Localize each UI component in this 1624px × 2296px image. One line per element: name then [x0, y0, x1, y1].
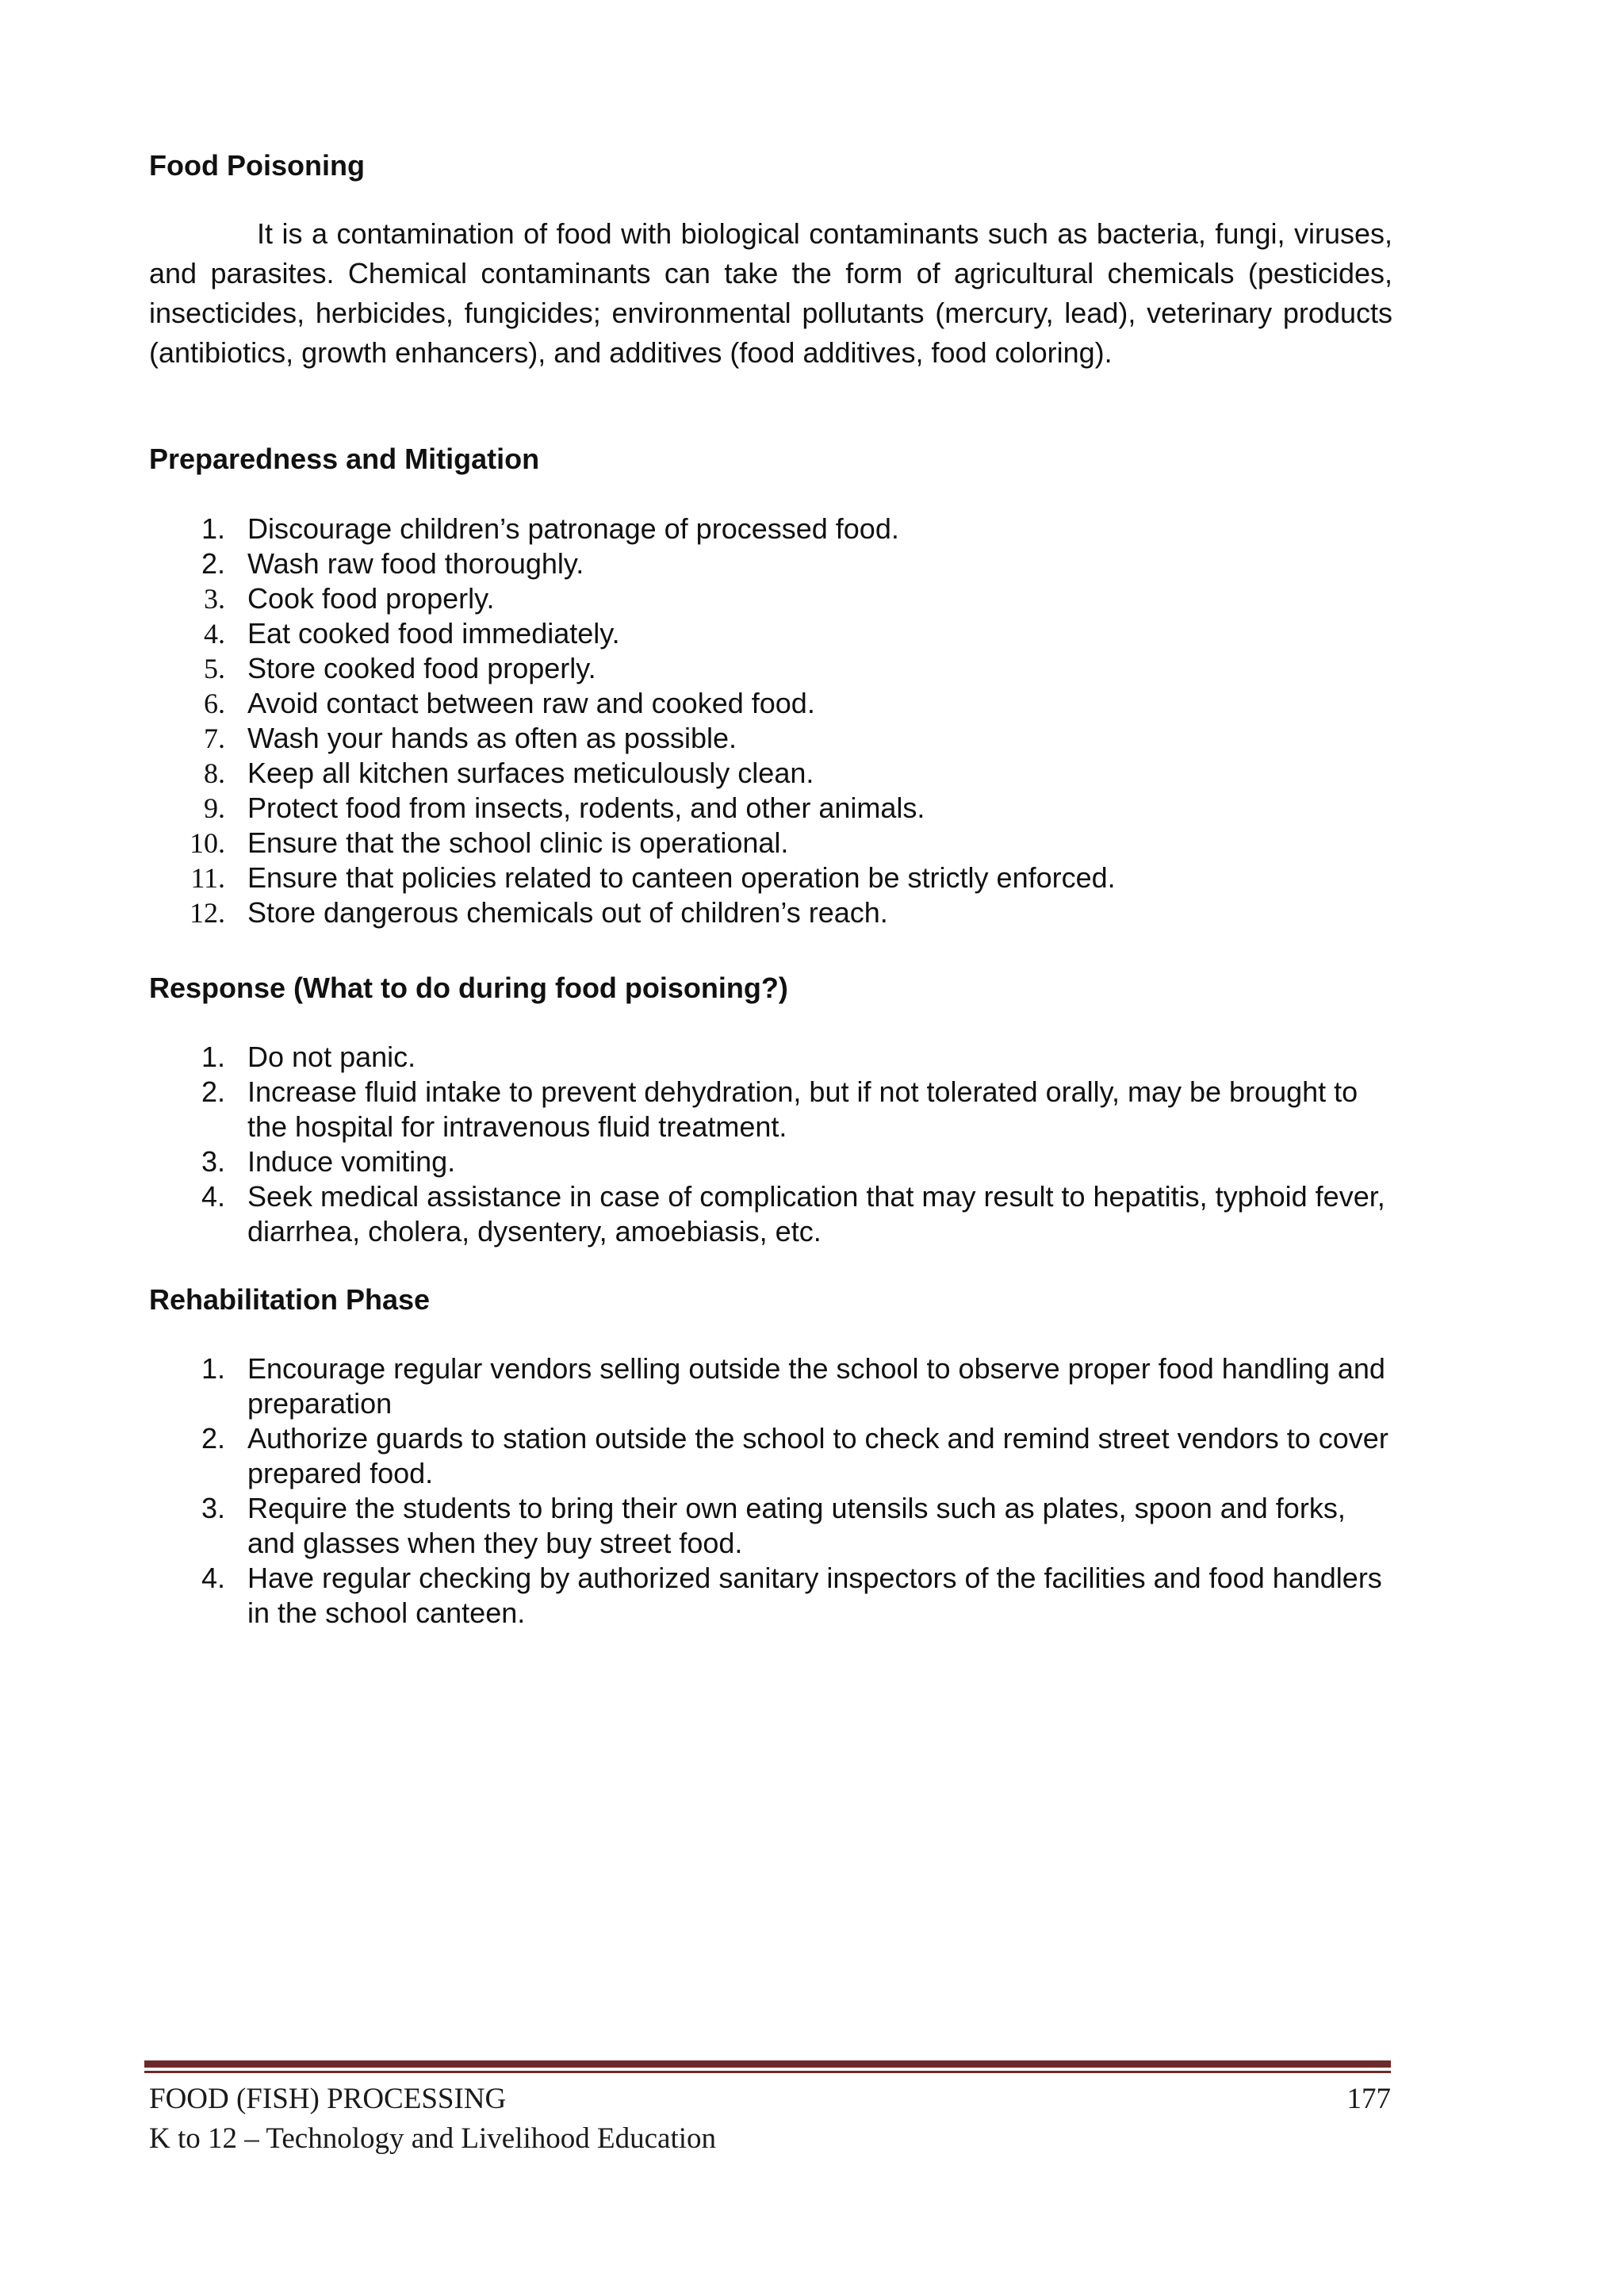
list-text: Ensure that policies related to canteen operation be strictly enforced. [247, 861, 1116, 894]
footer-rule-thin [144, 2071, 1391, 2073]
paragraph-food-poisoning: It is a contamination of food with biological contaminants such as bacteria, fungi, viruses, and parasites. Chemical contaminants can take the form of agricultural chemicals (pesticides, insecticides, herbicides, fungicides; environmental pollutants (mercury, lead), veterinary products (antibiotics, growth enhancers), and additives (food additives, food coloring). [149, 217, 1392, 369]
list-text: Keep all kitchen surfaces meticulously clean. [247, 757, 814, 789]
list-number: 3. [201, 1145, 225, 1178]
list-text: Protect food from insects, rodents, and other animals. [247, 792, 925, 824]
footer-subtitle: K to 12 – Technology and Livelihood Education [149, 2122, 717, 2155]
list-item [149, 651, 1392, 686]
list-number: 9. [204, 792, 225, 824]
list-text: Store cooked food properly. [247, 652, 596, 684]
list-response [149, 1040, 1392, 1249]
list-text: Wash raw food thoroughly. [247, 547, 584, 580]
list-text: Induce vomiting. [247, 1145, 456, 1178]
list-text: Seek medical assistance in case of complication that may result to hepatitis, typhoid fever, diarrhea, cholera, dysentery, amoebiasis, etc. [247, 1180, 1385, 1248]
list-number: 12. [190, 897, 225, 929]
list-text: Encourage regular vendors selling outside the school to observe proper food handling and preparation [247, 1352, 1385, 1420]
list-item [149, 1144, 1392, 1179]
list-text: Eat cooked food immediately. [247, 617, 620, 650]
list-item [149, 512, 1392, 546]
list-item [149, 1421, 1392, 1491]
list-number: 8. [204, 757, 225, 789]
list-number: 4. [201, 1562, 225, 1594]
list-text: Authorize guards to station outside the school to check and remind street vendors to cover prepared food. [247, 1422, 1388, 1489]
list-number: 2. [201, 1422, 225, 1455]
list-text: Have regular checking by authorized sanitary inspectors of the facilities and food handlers in the school canteen. [247, 1562, 1382, 1629]
list-item [149, 686, 1392, 721]
heading-response: Response (What to do during food poisoning?) [149, 972, 788, 1004]
footer-line-top [149, 2079, 1391, 2119]
list-item [149, 1351, 1392, 1421]
list-item [149, 581, 1392, 616]
list-item [149, 1179, 1392, 1249]
heading-preparedness: Preparedness and Mitigation [149, 443, 540, 475]
list-text: Cook food properly. [247, 582, 495, 615]
list-item [149, 721, 1392, 756]
list-item [149, 826, 1392, 861]
list-item [149, 616, 1392, 651]
list-text: Avoid contact between raw and cooked food. [247, 687, 815, 719]
page-footer [149, 2079, 1391, 2159]
list-text: Discourage children’s patronage of processed food. [247, 512, 899, 545]
list-item [149, 1075, 1392, 1144]
list-text: Do not panic. [247, 1041, 416, 1073]
page-number: 177 [1346, 2083, 1391, 2115]
list-number: 3. [201, 1492, 225, 1524]
list-number: 3. [204, 583, 225, 615]
list-text: Require the students to bring their own eating utensils such as plates, spoon and forks, and glasses when they buy street food. [247, 1492, 1346, 1559]
footer-title: FOOD (FISH) PROCESSING [149, 2083, 507, 2115]
list-item [149, 1040, 1392, 1075]
list-number: 4. [201, 1180, 225, 1213]
list-number: 2. [201, 1075, 225, 1108]
list-text: Ensure that the school clinic is operational. [247, 826, 789, 859]
footer-rule [144, 2060, 1391, 2075]
list-item [149, 861, 1392, 895]
list-item [149, 791, 1392, 826]
list-number: 1. [201, 512, 225, 545]
list-number: 7. [204, 723, 225, 754]
list-number: 11. [190, 862, 225, 894]
heading-food-poisoning: Food Poisoning [149, 149, 365, 182]
list-number: 5. [204, 653, 225, 684]
list-number: 10. [190, 827, 225, 859]
list-text: Store dangerous chemicals out of children’s reach. [247, 896, 888, 929]
list-text: Increase fluid intake to prevent dehydration, but if not tolerated orally, may be brought to the hospital for intravenous fluid treatment. [247, 1075, 1358, 1143]
list-number: 1. [201, 1352, 225, 1385]
list-item [149, 756, 1392, 791]
list-text: Wash your hands as often as possible. [247, 722, 737, 754]
list-item [149, 546, 1392, 581]
list-number: 6. [204, 688, 225, 719]
list-item [149, 1491, 1392, 1561]
list-preparedness [149, 512, 1392, 930]
list-number: 1. [201, 1041, 225, 1073]
list-rehabilitation [149, 1351, 1392, 1631]
footer-rule-thick [144, 2060, 1391, 2068]
list-number: 4. [204, 618, 225, 650]
list-number: 2. [201, 547, 225, 580]
list-item [149, 1561, 1392, 1631]
heading-rehabilitation: Rehabilitation Phase [149, 1283, 431, 1316]
list-item [149, 895, 1392, 930]
